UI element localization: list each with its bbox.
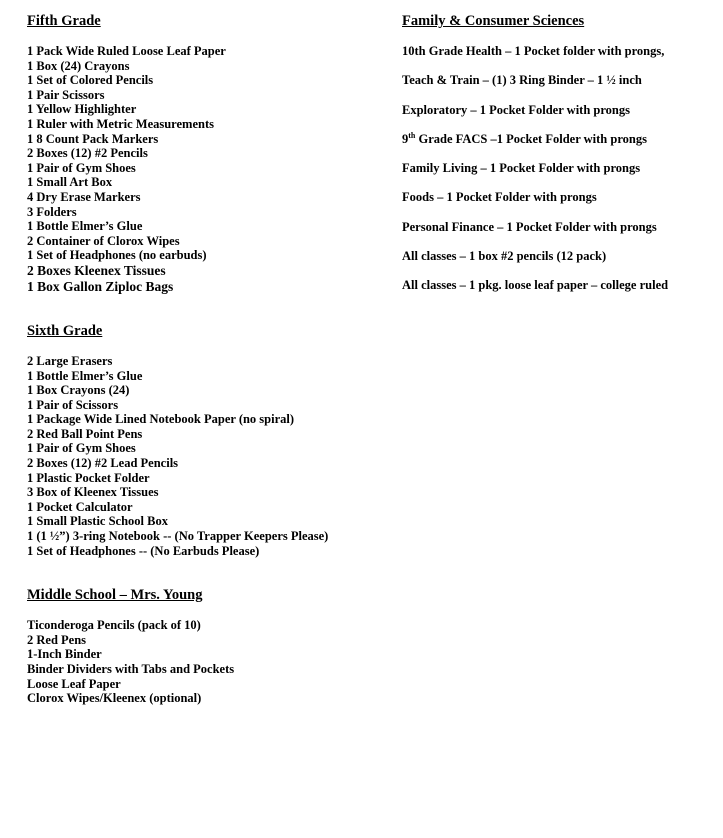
list-item: Family Living – 1 Pocket Folder with prongs: [402, 161, 641, 176]
list-item: 2 Red Ball Point Pens: [27, 426, 143, 441]
list-item: 1 Pair of Gym Shoes: [27, 441, 136, 456]
list-item: Loose Leaf Paper: [27, 676, 121, 691]
sixth-grade-section: [27, 322, 387, 558]
list-item: 2 Large Erasers: [27, 353, 113, 368]
list-item: 1 Small Plastic School Box: [27, 514, 168, 529]
list-item: 1 Yellow Highlighter: [27, 102, 137, 117]
list-item: Personal Finance – 1 Pocket Folder with prongs: [402, 219, 657, 234]
list-item: Teach & Train – (1) 3 Ring Binder – 1 ½ inch: [402, 73, 642, 88]
list-item: 2 Boxes (12) #2 Pencils: [27, 146, 148, 161]
list-item: 1 Pair of Scissors: [27, 397, 119, 412]
right-column: [402, 12, 712, 308]
list-item: 3 Box of Kleenex Tissues: [27, 485, 159, 500]
list-item: Binder Dividers with Tabs and Pockets: [27, 662, 235, 676]
list-item: Clorox Wipes/Kleenex (optional): [27, 691, 202, 706]
list-item: Ticonderoga Pencils (pack of 10): [27, 618, 201, 633]
middle-school-list: [27, 618, 387, 706]
fifth-grade-heading: Fifth Grade: [27, 13, 101, 29]
list-item: 1 Pocket Calculator: [27, 499, 133, 514]
list-item: 1-Inch Binder: [27, 647, 102, 662]
sixth-grade-heading: Sixth Grade: [27, 322, 103, 339]
facs-heading: Family & Consumer Sciences: [402, 13, 585, 29]
fifth-grade-list: [27, 44, 387, 295]
list-item: All classes – 1 box #2 pencils (12 pack): [402, 249, 607, 264]
ninth-grade-ordinal: th: [408, 130, 416, 140]
list-item: 4 Dry Erase Markers: [27, 189, 141, 204]
list-item: 2 Container of Clorox Wipes: [27, 233, 180, 248]
list-item: 1 Box (24) Crayons: [27, 58, 130, 73]
list-item: 1 (1 ½”) 3-ring Notebook -- (No Trapper Keepers Please): [27, 529, 329, 544]
ninth-grade-number: 9: [402, 131, 409, 146]
list-item: Exploratory – 1 Pocket Folder with prongs: [402, 102, 631, 117]
list-item: 1 8 Count Pack Markers: [27, 131, 159, 146]
list-item: 1 Set of Headphones -- (No Earbuds Please): [27, 543, 260, 558]
left-column: [27, 12, 387, 706]
middle-school-heading: Middle School – Mrs. Young: [27, 587, 203, 604]
list-item: 1 Set of Headphones (no earbuds): [27, 248, 207, 263]
facs-list: [402, 44, 712, 308]
ninth-grade-word: Grade: [418, 131, 453, 146]
list-item: 1 Box Crayons (24): [27, 383, 130, 398]
list-item: [402, 132, 712, 161]
list-item: 3 Folders: [27, 204, 77, 219]
list-item: 2 Boxes (12) #2 Lead Pencils: [27, 456, 179, 471]
sixth-grade-list: [27, 354, 387, 558]
list-item: 1 Bottle Elmer’s Glue: [27, 219, 143, 234]
list-item: 1 Pack Wide Ruled Loose Leaf Paper: [27, 44, 226, 58]
list-item: 1 Box Gallon Ziploc Bags: [27, 278, 174, 294]
list-item: 1 Small Art Box: [27, 175, 113, 190]
list-item: 2 Red Pens: [27, 632, 87, 647]
fifth-grade-section: [27, 12, 387, 295]
list-item: 1 Package Wide Lined Notebook Paper (no spiral): [27, 412, 295, 427]
facs-section: [402, 12, 712, 308]
list-item: 1 Bottle Elmer’s Glue: [27, 368, 143, 383]
list-item: 1 Pair of Gym Shoes: [27, 160, 136, 175]
ninth-grade-facs-text: FACS –1 Pocket Folder with prongs: [455, 131, 647, 146]
list-item: 1 Set of Colored Pencils: [27, 73, 154, 88]
list-item: 1 Ruler with Metric Measurements: [27, 116, 214, 131]
list-item: 1 Plastic Pocket Folder: [27, 470, 150, 485]
list-item: 2 Boxes Kleenex Tissues: [27, 262, 166, 278]
list-item: All classes – 1 pkg. loose leaf paper – college ruled: [402, 278, 669, 293]
list-item: Foods – 1 Pocket Folder with prongs: [402, 190, 597, 205]
list-item: 10th Grade Health – 1 Pocket folder with prongs,: [402, 44, 665, 58]
middle-school-section: [27, 586, 387, 706]
list-item: 1 Pair Scissors: [27, 87, 105, 102]
